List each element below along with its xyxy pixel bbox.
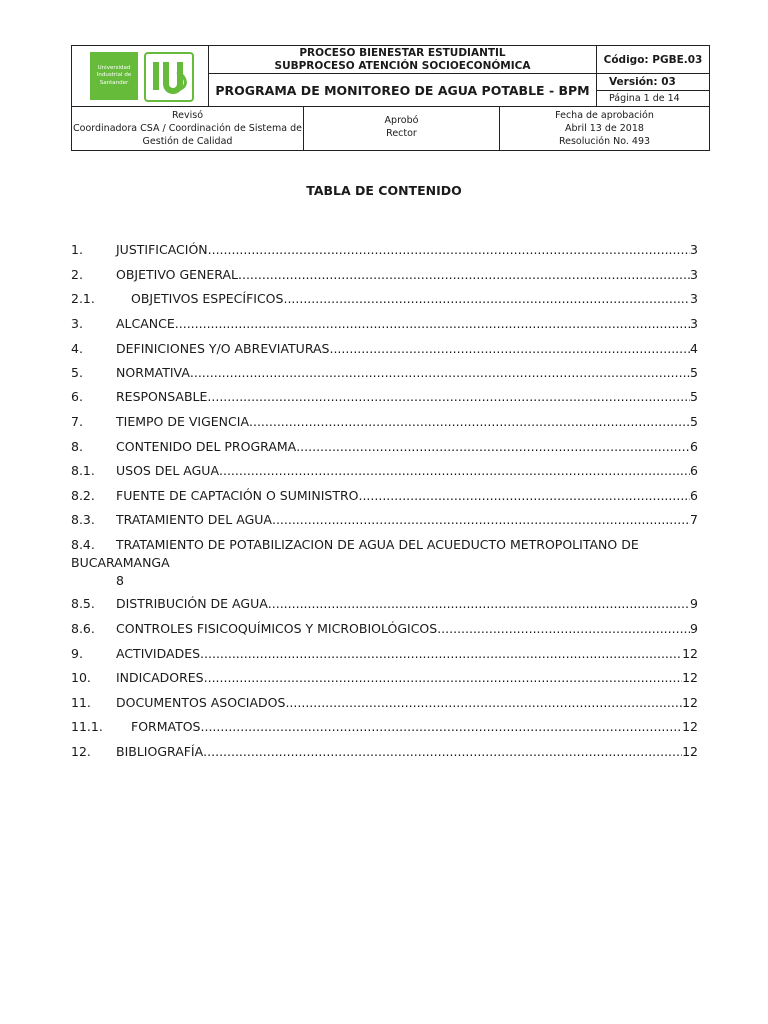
toc-text: DEFINICIONES Y/O ABREVIATURAS <box>116 341 330 356</box>
toc-page: 9 <box>690 596 698 611</box>
toc-leader <box>329 340 690 358</box>
toc-text: BIBLIOGRAFÍA <box>116 744 204 759</box>
toc-page: 12 <box>682 719 698 734</box>
toc-text: DOCUMENTOS ASOCIADOS <box>116 695 286 710</box>
document-version: Versión: 03 <box>597 74 709 91</box>
toc-leader <box>285 694 682 712</box>
toc-entry[interactable] <box>71 340 698 358</box>
subprocess-name: SUBPROCESO ATENCIÓN SOCIOECONÓMICA <box>274 60 531 72</box>
toc-entry[interactable] <box>71 487 698 505</box>
toc-number: 11. <box>71 695 91 710</box>
toc-text: USOS DEL AGUA <box>116 463 220 478</box>
toc-page: 6 <box>690 488 698 503</box>
toc-number: 7. <box>71 414 83 429</box>
toc-number: 12. <box>71 744 91 759</box>
toc-text: FUENTE DE CAPTACIÓN O SUMINISTRO <box>116 488 359 503</box>
approved-label: Aprobó <box>384 115 419 126</box>
reviewed-label: Revisó <box>171 110 204 121</box>
toc-entry[interactable] <box>71 511 698 529</box>
toc-page: 12 <box>682 670 698 685</box>
toc-entry[interactable] <box>71 241 698 259</box>
toc-number: 8.6. <box>71 621 95 636</box>
resolution-number: Resolución No. 493 <box>558 136 651 147</box>
toc-page: 6 <box>690 439 698 454</box>
university-logo <box>90 52 138 100</box>
toc-text: INDICADORES <box>116 670 204 685</box>
document-title: PROGRAMA DE MONITOREO DE AGUA POTABLE - BPM <box>209 74 597 107</box>
toc-page: 3 <box>690 316 698 331</box>
toc-text: CONTROLES FISICOQUÍMICOS Y MICROBIOLÓGICOS <box>116 621 438 636</box>
toc-number: 8.3. <box>71 512 95 527</box>
toc-number: 9. <box>71 646 83 661</box>
toc-entry[interactable] <box>71 595 698 613</box>
toc-leader <box>238 266 690 284</box>
toc-leader <box>190 364 690 382</box>
toc-entry[interactable] <box>71 266 698 284</box>
toc-text: TRATAMIENTO DE POTABILIZACION DE AGUA DEL ACUEDUCTO METROPOLITANO DE <box>116 537 639 552</box>
toc-text: DISTRIBUCIÓN DE AGUA <box>116 596 268 611</box>
toc-leader <box>219 462 690 480</box>
toc-text: CONTENIDO DEL PROGRAMA <box>116 439 297 454</box>
toc-entry[interactable] <box>71 694 698 712</box>
toc-page: 5 <box>690 389 698 404</box>
approval-date-label: Fecha de aprobación <box>555 110 654 121</box>
toc-number: 4. <box>71 341 83 356</box>
toc-leader <box>358 487 690 505</box>
toc-text: ACTIVIDADES <box>116 646 201 661</box>
toc-page: 9 <box>690 621 698 636</box>
approved-cell <box>304 107 500 150</box>
logo-cell <box>72 46 209 107</box>
toc-number: 8. <box>71 439 83 454</box>
toc-number: 11.1. <box>71 719 103 734</box>
toc-page: 12 <box>682 646 698 661</box>
toc-entry[interactable] <box>71 388 698 406</box>
approved-by: Rector <box>386 128 417 139</box>
toc-number: 5. <box>71 365 83 380</box>
toc-entry[interactable] <box>71 315 698 333</box>
toc-page: 3 <box>690 242 698 257</box>
toc-text: OBJETIVOS ESPECÍFICOS <box>131 291 284 306</box>
toc-page: 3 <box>690 291 698 306</box>
toc-leader <box>208 241 690 259</box>
process-cell <box>209 46 597 74</box>
toc-entry[interactable] <box>71 438 698 456</box>
toc-number: 3. <box>71 316 83 331</box>
toc-entry[interactable] <box>71 290 698 308</box>
toc-text: OBJETIVO GENERAL <box>116 267 238 282</box>
toc-page: 6 <box>690 463 698 478</box>
approval-date-cell <box>500 107 709 150</box>
toc-leader <box>200 645 682 663</box>
toc-entry[interactable] <box>71 413 698 431</box>
toc-leader <box>207 388 690 406</box>
toc-leader <box>272 511 690 529</box>
toc-leader <box>249 413 690 431</box>
toc-number: 2. <box>71 267 83 282</box>
toc-leader <box>175 315 690 333</box>
toc-text: FORMATOS <box>131 719 201 734</box>
toc-page: 3 <box>690 267 698 282</box>
page-indicator: Página 1 de 14 <box>597 91 709 107</box>
toc-entry[interactable] <box>71 620 698 638</box>
approval-date: Abril 13 de 2018 <box>565 123 644 134</box>
toc-page: 12 <box>682 695 698 710</box>
toc-number: 6. <box>71 389 83 404</box>
toc-page: 12 <box>682 744 698 759</box>
toc-entry[interactable] <box>71 669 698 687</box>
toc-leader <box>203 743 682 761</box>
toc-number: 8.1. <box>71 463 95 478</box>
toc-number: 1. <box>71 242 83 257</box>
toc-number: 8.5. <box>71 596 95 611</box>
uis-logo-icon <box>144 52 194 102</box>
toc-text: TRATAMIENTO DEL AGUA <box>116 512 272 527</box>
toc-entry-wrapped[interactable] <box>71 536 698 590</box>
toc-page: 7 <box>690 512 698 527</box>
toc-leader <box>204 669 682 687</box>
toc-number: 10. <box>71 670 91 685</box>
toc-text: ALCANCE <box>116 316 175 331</box>
toc-number: 2.1. <box>71 291 95 306</box>
toc-entry[interactable] <box>71 462 698 480</box>
toc-text: NORMATIVA <box>116 365 190 380</box>
toc-leader <box>201 718 683 736</box>
toc-entry[interactable] <box>71 743 698 761</box>
toc-text: TIEMPO DE VIGENCIA <box>116 414 249 429</box>
toc-leader <box>268 595 690 613</box>
document-header-table <box>71 45 710 151</box>
toc-leader <box>283 290 690 308</box>
toc-text: RESPONSABLE <box>116 389 208 404</box>
toc-entry[interactable] <box>71 645 698 663</box>
toc-text: JUSTIFICACIÓN <box>116 242 208 257</box>
toc-leader <box>437 620 690 638</box>
toc-page: 4 <box>690 341 698 356</box>
toc-number: 8.4. <box>71 537 95 552</box>
toc-page: 5 <box>690 414 698 429</box>
toc-text-continued: BUCARAMANGA <box>71 555 170 570</box>
process-name: PROCESO BIENESTAR ESTUDIANTIL <box>299 47 506 59</box>
reviewed-by: Coordinadora CSA / Coordinación de Sistema de Gestión de Calidad <box>73 123 302 147</box>
logo-text: Universidad Industrial de Santander <box>96 64 132 86</box>
toc-leader <box>296 438 690 456</box>
reviewed-cell <box>72 107 304 150</box>
toc-page: 5 <box>690 365 698 380</box>
toc-page: 8 <box>116 573 124 588</box>
document-code: Código: PGBE.03 <box>597 46 709 74</box>
toc-entry[interactable] <box>71 364 698 382</box>
toc-number: 8.2. <box>71 488 95 503</box>
toc-title: TABLA DE CONTENIDO <box>306 183 462 198</box>
toc-entry[interactable] <box>71 718 698 736</box>
